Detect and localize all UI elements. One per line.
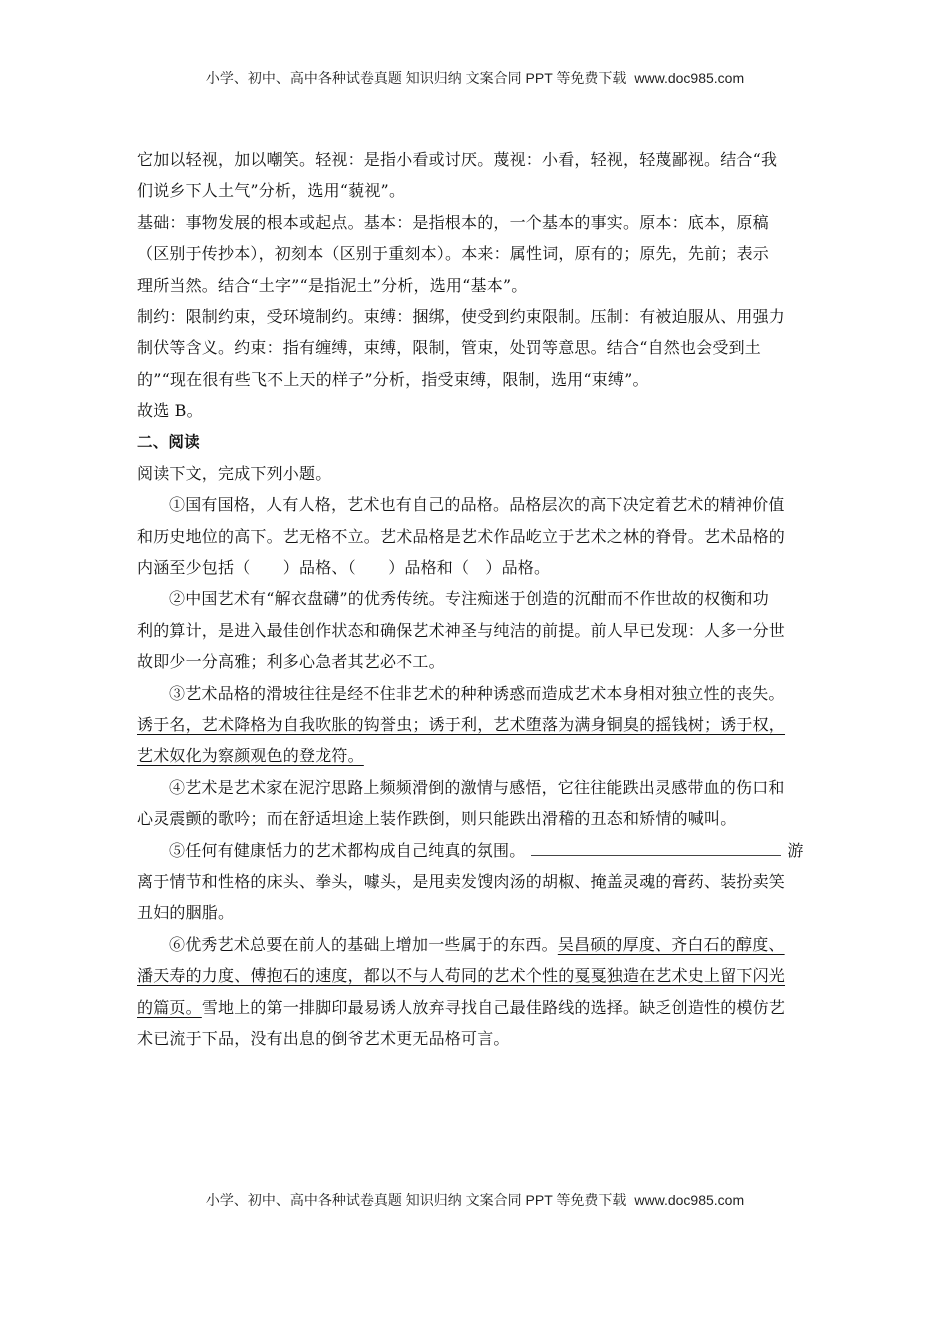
paragraph-6-line [137,929,807,960]
paragraph-1-line: 内涵至少包括（ ）品格、（ ）品格和（ ）品格。 [137,558,551,578]
paragraph-6-line [137,992,807,1023]
paragraph-5-line: 离于情节和性格的床头、拳头，噱头，是甩卖发馊肉汤的胡椒、掩盖灵魂的膏药、装扮卖笑 [137,871,786,891]
paragraph-5-line: 丑妇的胭脂。 [137,903,235,923]
footer-text: 小学、初中、高中各种试卷真题 知识归纳 文案合同 PPT 等免费下载 [205,1192,627,1208]
fill-in-blank[interactable] [531,837,781,856]
analysis-line: 基础：事物发展的根本或起点。基本：是指根本的，一个基本的事实。原本：底本，原稿 [137,212,769,232]
header-url[interactable]: www.doc985.com [634,70,745,86]
analysis-line: 它加以轻视，加以嘲笑。轻视：是指小看或讨厌。蔑视：小看，轻视，轻蔑鄙视。结合“我 [137,150,778,169]
paragraph-6-text: ⑥优秀艺术总要在前人的基础上增加一些属于的东西。 [169,934,558,954]
paragraph-4-line: 心灵震颤的歌吟；而在舒适坦途上装作跌倒，则只能跌出滑稽的丑态和矫情的喊叫。 [137,809,737,829]
paragraph-6-text: 雪地上的第一排脚印最易诱人放弃寻找自己最佳路线的选择。缺乏创造性的模仿艺 [201,997,786,1017]
analysis-line: 制伏等含义。约束：指有缠缚，束缚，限制，管束，处罚等意思。结合“自然也会受到土 [137,338,761,358]
paragraph-6-line: 术已流于下品，没有出息的倒爷艺术更无品格可言。 [137,1028,510,1048]
paragraph-5-line [137,835,807,866]
answer-line: 故选 B。 [137,401,203,421]
paragraph-1-line: ①国有国格，人有人格，艺术也有自己的品格。品格层次的高下决定着艺术的精神价值 [169,495,785,515]
page-footer [0,1190,950,1210]
page-header [0,68,950,88]
paragraph-4-line: ④艺术是艺术家在泥泞思路上频频滑倒的激情与感悟，它往往能跌出灵感带血的伤口和 [169,777,785,797]
paragraph-3-underlined-line: 诱于名，艺术降格为自我吹胀的钩誉虫；诱于利，艺术堕落为满身铜臭的摇钱树；诱于权， [137,715,786,735]
paragraph-3-line: ③艺术品格的滑坡往往是经不住非艺术的种种诱惑而造成艺术本身相对独立性的丧失。 [169,683,785,703]
paragraph-5-text: ⑤任何有健康恬力的艺术都构成自己纯真的氛围。 [169,840,526,860]
underlined-text: 艺术奴化为察颜观色的登龙符。 [137,746,364,766]
paragraph-6-underlined-line: 潘天寿的力度、傅抱石的速度，都以不与人苟同的艺术个性的戛戛独造在艺术史上留下闪光 [137,966,786,986]
analysis-line: 制约：限制约束，受环境制约。束缚：捆绑，使受到约束限制。压制：有被迫服从、用强力 [137,306,786,326]
paragraph-2-line: 利的算计，是进入最佳创作状态和确保艺术神圣与纯洁的前提。前人早已发现：人多一分世 [137,620,786,640]
paragraph-1-line: 和历史地位的高下。艺无格不立。艺术品格是艺术作品屹立于艺术之林的脊骨。艺术品格的 [137,526,786,546]
underlined-text: 的篇页。 [137,997,202,1017]
analysis-line: 理所当然。结合“土字”“是指泥土”分析，选用“基本”。 [137,275,528,295]
section-title: 二、阅读 [137,432,200,451]
document-body [137,144,807,1054]
paragraph-2-line: 故即少一分高雅；利多心急者其艺必不工。 [137,652,445,672]
analysis-line: 们说乡下人土气”分析，选用“藐视”。 [137,181,406,201]
paragraph-2-line: ②中国艺术有“解衣盘礴”的优秀传统。专注痴迷于创造的沉酣而不作世故的权衡和功 [169,589,769,609]
paragraph-5-text: 游 [787,840,804,860]
section-instruction: 阅读下文，完成下列小题。 [137,463,332,483]
header-text: 小学、初中、高中各种试卷真题 知识归纳 文案合同 PPT 等免费下载 [205,70,627,86]
paragraph-3-underlined-line [137,740,807,771]
underlined-text: 吴昌硕的厚度、齐白石的醇度、 [557,934,785,954]
analysis-line: （区别于传抄本），初刻本（区别于重刻本）。本来：属性词，原有的；原先，先前；表示 [137,244,770,264]
analysis-line: 的”“现在很有些飞不上天的样子”分析，指受束缚，限制，选用“束缚”。 [137,369,649,389]
footer-url[interactable]: www.doc985.com [634,1192,745,1208]
